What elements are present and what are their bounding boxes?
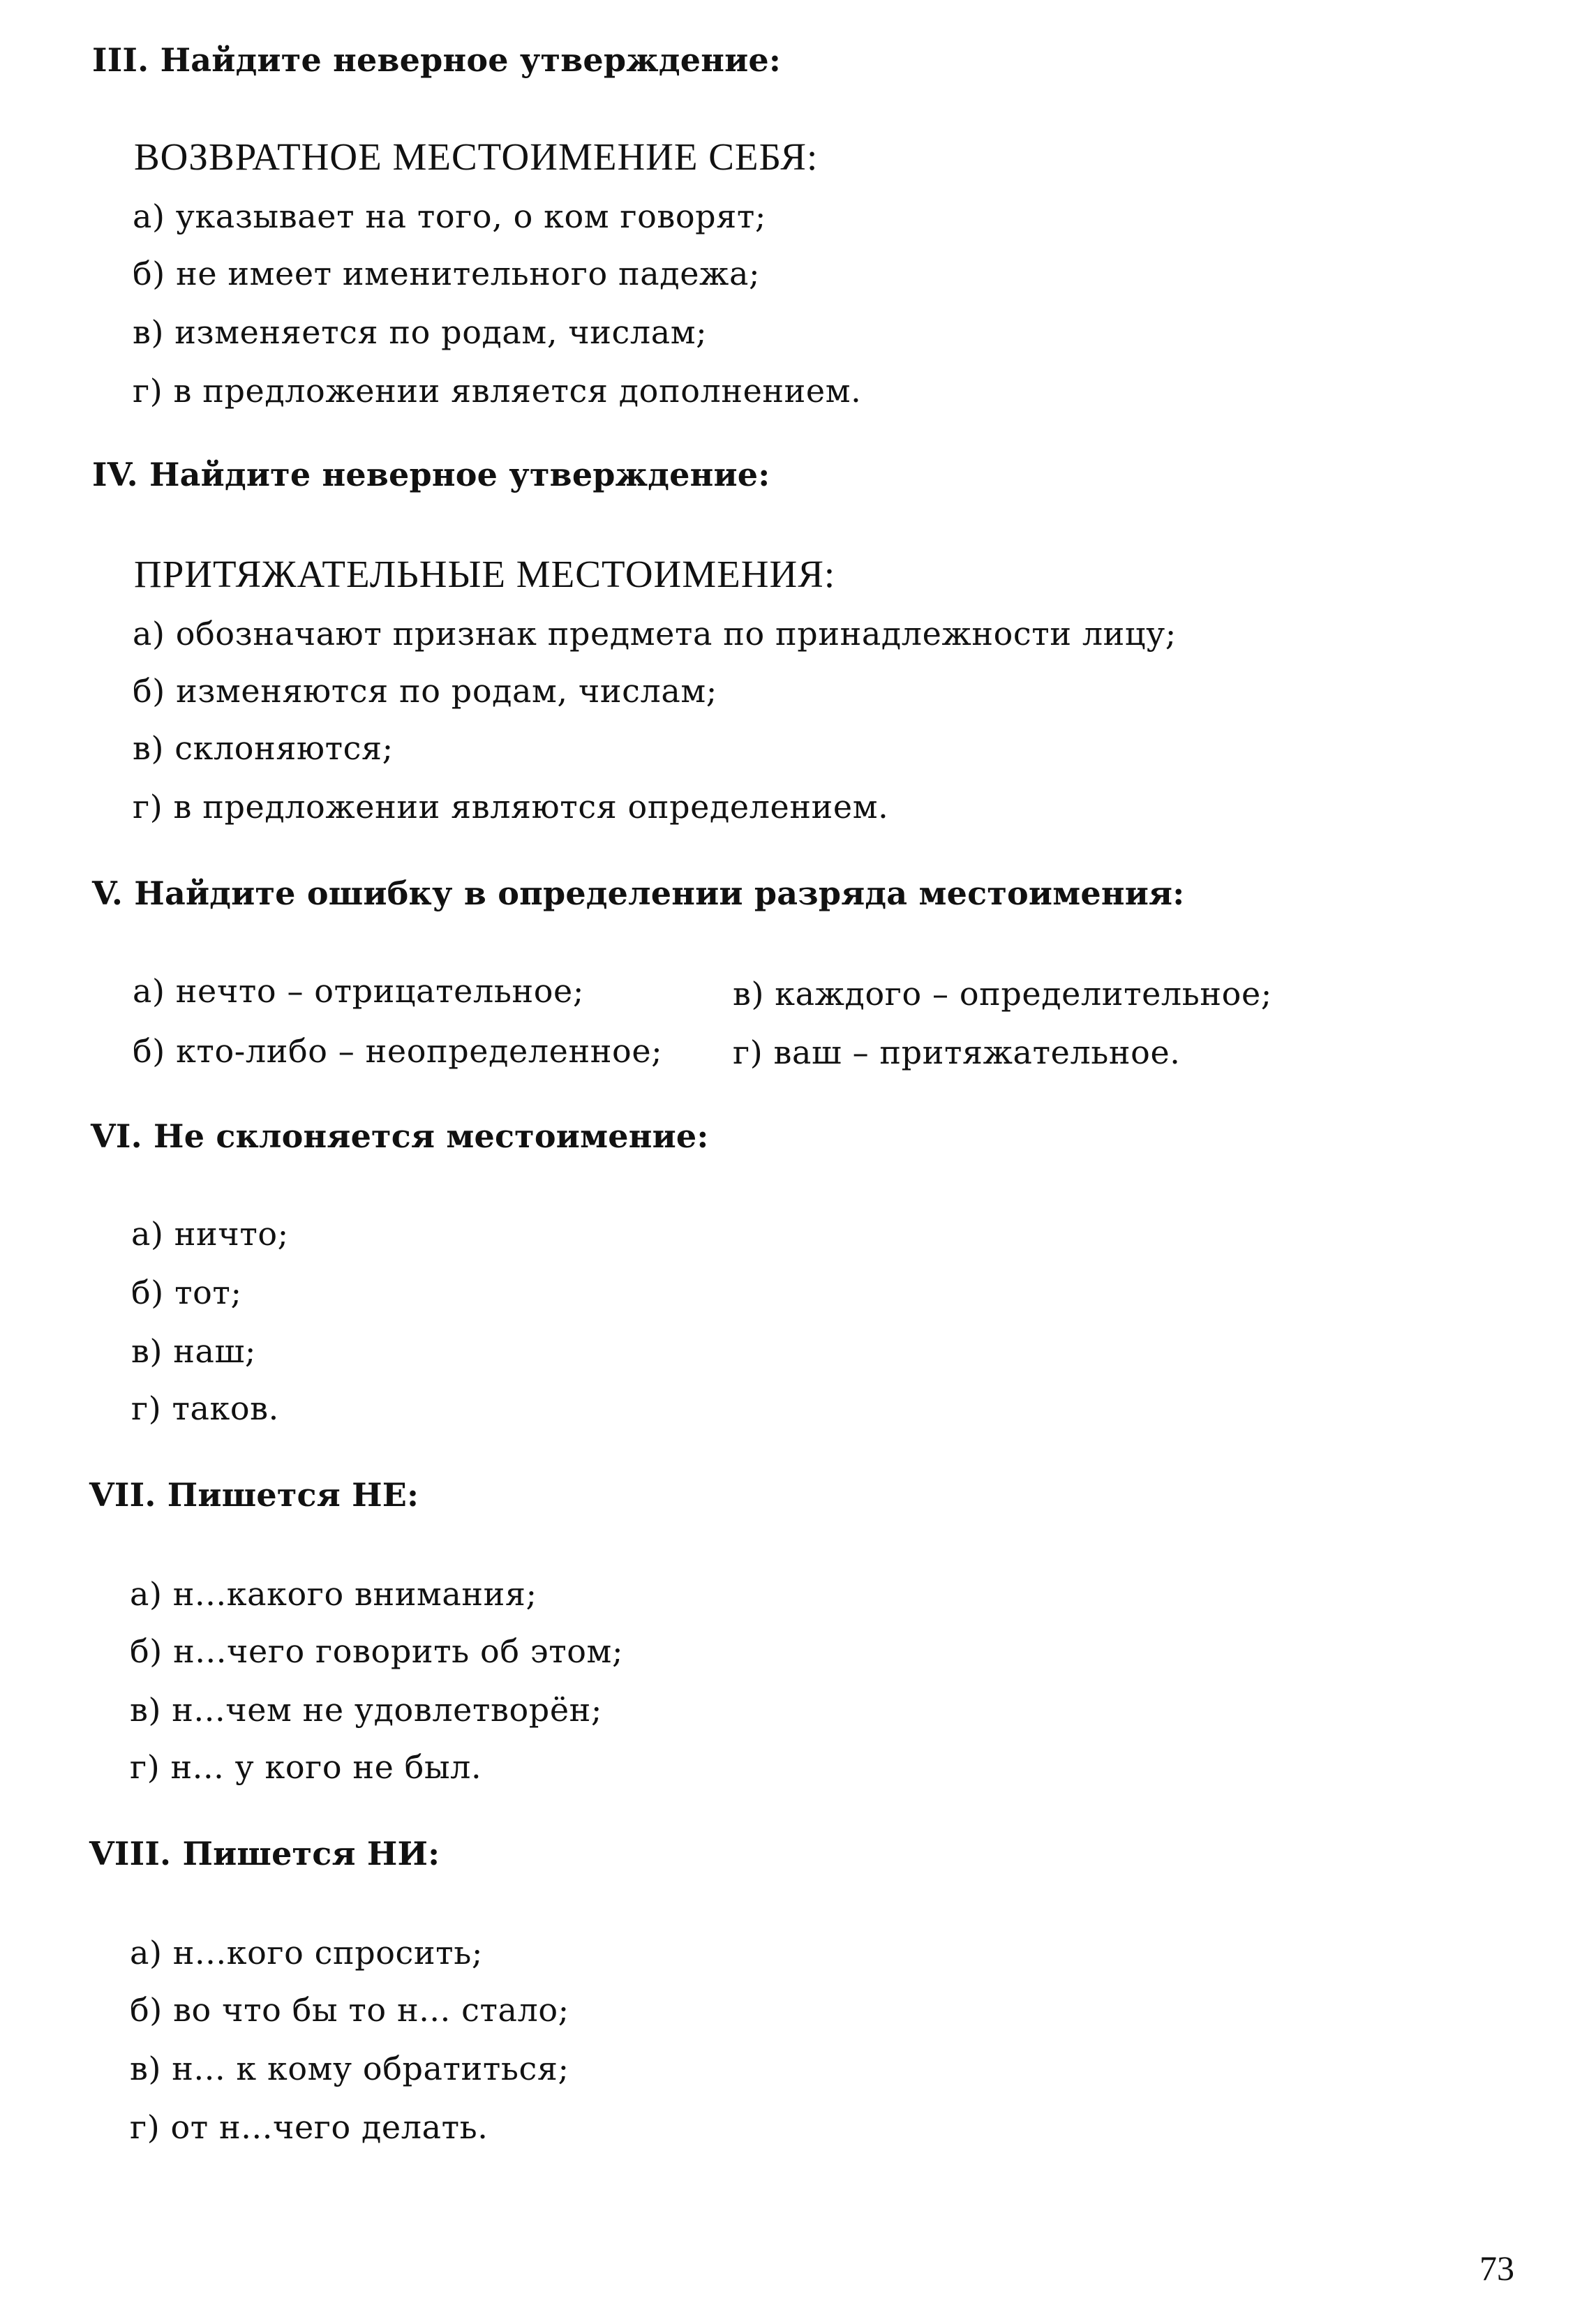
question-4-option-a: а) обозначают признак предмета по принадлежности лицу; [133,615,1177,653]
question-3-option-a: а) указывает на того, о ком говорят; [133,198,766,235]
question-8-heading: VIII. Пишется НИ: [89,1835,440,1872]
question-3-heading: III. Найдите неверное утверждение: [92,41,782,79]
question-8-option-c: в) н... к кому обратиться; [130,2050,569,2087]
question-6-option-a: а) ничто; [131,1215,289,1253]
question-6-option-d: г) таков. [131,1390,279,1427]
question-4-statement: ПРИТЯЖАТЕЛЬНЫЕ МЕСТОИМЕНИЯ: [134,553,836,595]
question-4-option-b: б) изменяются по родам, числам; [133,672,717,710]
question-8-option-b: б) во что бы то н... стало; [130,1991,569,2029]
question-3-option-b: б) не имеет именительного падежа; [133,255,761,292]
question-5-heading: V. Найдите ошибку в определении разряда местоимения: [92,874,1185,912]
question-4-option-c: в) склоняются; [133,729,394,767]
question-7-option-a: а) н...какого внимания; [130,1575,537,1613]
question-5-option-d: г) ваш – притяжательное. [733,1034,1181,1071]
question-7-heading: VII. Пишется НЕ: [89,1476,419,1514]
question-7-option-d: г) н... у кого не был. [130,1748,482,1786]
question-3-option-d: г) в предложении является дополнением. [133,372,862,410]
question-5-option-a: а) нечто – отрицательное; [133,972,584,1010]
question-8-option-a: а) н...кого спросить; [130,1934,483,1972]
question-7-option-b: б) н...чего говорить об этом; [130,1632,624,1670]
question-5-option-c: в) каждого – определительное; [733,975,1272,1013]
question-6-option-c: в) наш; [131,1332,257,1370]
question-6-heading: VI. Не склоняется местоимение: [91,1117,709,1155]
question-5-option-b: б) кто-либо – неопределенное; [133,1032,663,1070]
question-3-statement: ВОЗВРАТНОЕ МЕСТОИМЕНИЕ СЕБЯ: [134,135,819,178]
question-4-heading: IV. Найдите неверное утверждение: [92,456,770,493]
page-number: 73 [1479,2249,1514,2288]
question-8-option-d: г) от н...чего делать. [130,2108,489,2146]
question-4-option-d: г) в предложении являются определением. [133,788,889,826]
question-6-option-b: б) тот; [131,1274,242,1311]
question-3-option-c: в) изменяется по родам, числам; [133,313,708,351]
question-7-option-c: в) н...чем не удовлетворён; [130,1691,603,1729]
